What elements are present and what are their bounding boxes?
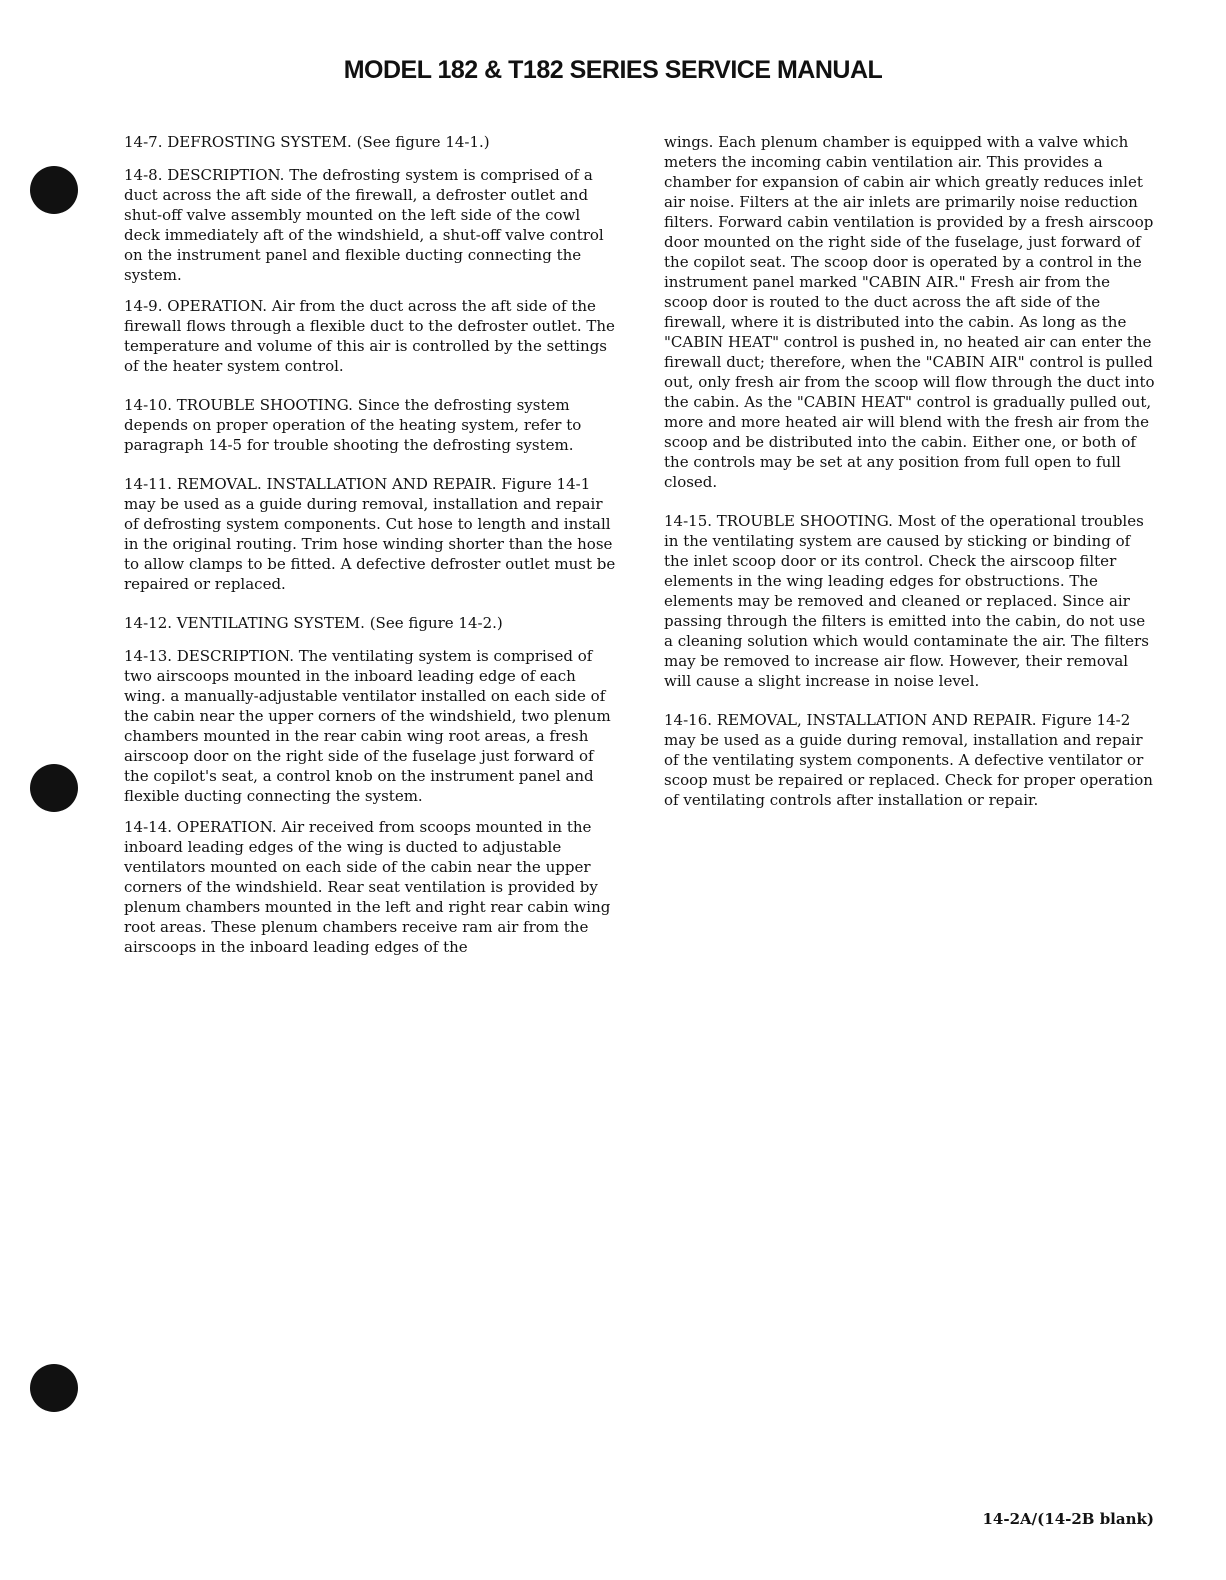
- left-column: [124, 132, 616, 968]
- paragraph-14-14-continued: wings. Each plenum chamber is equipped with a valve which meters the incoming cabin ventilation air. This provides a chamber for expansion of cabin air which greatly reduces inlet air noise. Filters at the air inlets are primarily noise reduction filters. Forward cabin ventilation is provided by a fresh airscoop door mounted on the right side of the fuselage, just forward of the copilot seat. The scoop door is operated by a control in the instrument panel marked "CABIN AIR." Fresh air from the scoop door is routed to the duct across the aft side of the firewall, where it is distributed into the cabin. As long as the "CABIN HEAT" control is pushed in, no heated air can enter the firewall duct; therefore, when the "CABIN AIR" control is pulled out, only fresh air from the scoop will flow through the duct into the cabin. As the "CABIN HEAT" control is gradually pulled out, more and more heated air will blend with the fresh air from the scoop and be distributed into the cabin. Either one, or both of the controls may be set at any position from full open to full closed.: [664, 133, 1155, 491]
- paragraph-14-9: 14-9. OPERATION. Air from the duct across the aft side of the firewall flows through a flexible duct to the defroster outlet. The temperature and volume of this air is controlled by the settings of the heater system control.: [124, 297, 615, 375]
- paragraph-14-14: 14-14. OPERATION. Air received from scoops mounted in the inboard leading edges of the wing is ducted to adjustable ventilators mounted on each side of the cabin near the upper corners of the windshield. Rear seat ventilation is provided by plenum chambers mounted in the left and right rear cabin wing root areas. These plenum chambers receive ram air from the airscoops in the inboard leading edges of the: [124, 818, 611, 956]
- binder-hole-middle: [30, 764, 78, 812]
- binder-hole-top: [30, 166, 78, 214]
- paragraph-14-10: 14-10. TROUBLE SHOOTING. Since the defrosting system depends on proper operation of the heating system, refer to paragraph 14-5 for trouble shooting the defrosting system.: [124, 396, 582, 454]
- section-14-12-heading: 14-12. VENTILATING SYSTEM. (See figure 14-2.): [124, 614, 503, 632]
- page-number: 14-2A/(14-2B blank): [982, 1510, 1154, 1528]
- paragraph-14-15: 14-15. TROUBLE SHOOTING. Most of the operational troubles in the ventilating system are caused by sticking or binding of the inlet scoop door or its control. Check the airscoop filter elements in the wing leading edges for obstructions. The elements may be removed and cleaned or replaced. Since air passing through the filters is emitted into the cabin, do not use a cleaning solution which would contaminate the air. The filters may be removed to increase air flow. However, their removal will cause a slight increase in noise level.: [664, 512, 1149, 690]
- page-header-title: MODEL 182 & T182 SERIES SERVICE MANUAL: [343, 56, 883, 84]
- paragraph-14-8: 14-8. DESCRIPTION. The defrosting system is comprised of a duct across the aft side of the firewall, a defroster outlet and shut-off valve assembly mounted on the left side of the cowl deck immediately aft of the windshield, a shut-off valve control on the instrument panel and flexible ducting connecting the system.: [124, 166, 604, 284]
- right-column: [664, 132, 1156, 821]
- paragraph-14-13: 14-13. DESCRIPTION. The ventilating system is comprised of two airscoops mounted in the inboard leading edge of each wing. a manually-adjustable ventilator installed on each side of the cabin near the upper corners of the windshield, two plenum chambers mounted in the rear cabin wing root areas, a fresh airscoop door on the right side of the fuselage just forward of the copilot's seat, a control knob on the instrument panel and flexible ducting connecting the system.: [124, 647, 611, 805]
- binder-hole-bottom: [30, 1364, 78, 1412]
- paragraph-14-11: 14-11. REMOVAL. INSTALLATION AND REPAIR. Figure 14-1 may be used as a guide during removal, installation and repair of defrosting system components. Cut hose to length and install in the original routing. Trim hose winding shorter than the hose to allow clamps to be fitted. A defective defroster outlet must be repaired or replaced.: [124, 475, 616, 593]
- section-14-7-heading: 14-7. DEFROSTING SYSTEM. (See figure 14-1.): [124, 133, 490, 151]
- paragraph-14-16: 14-16. REMOVAL, INSTALLATION AND REPAIR. Figure 14-2 may be used as a guide during removal, installation and repair of the ventilating system components. A defective ventilator or scoop must be repaired or replaced. Check for proper operation of ventilating controls after installation or repair.: [664, 711, 1153, 809]
